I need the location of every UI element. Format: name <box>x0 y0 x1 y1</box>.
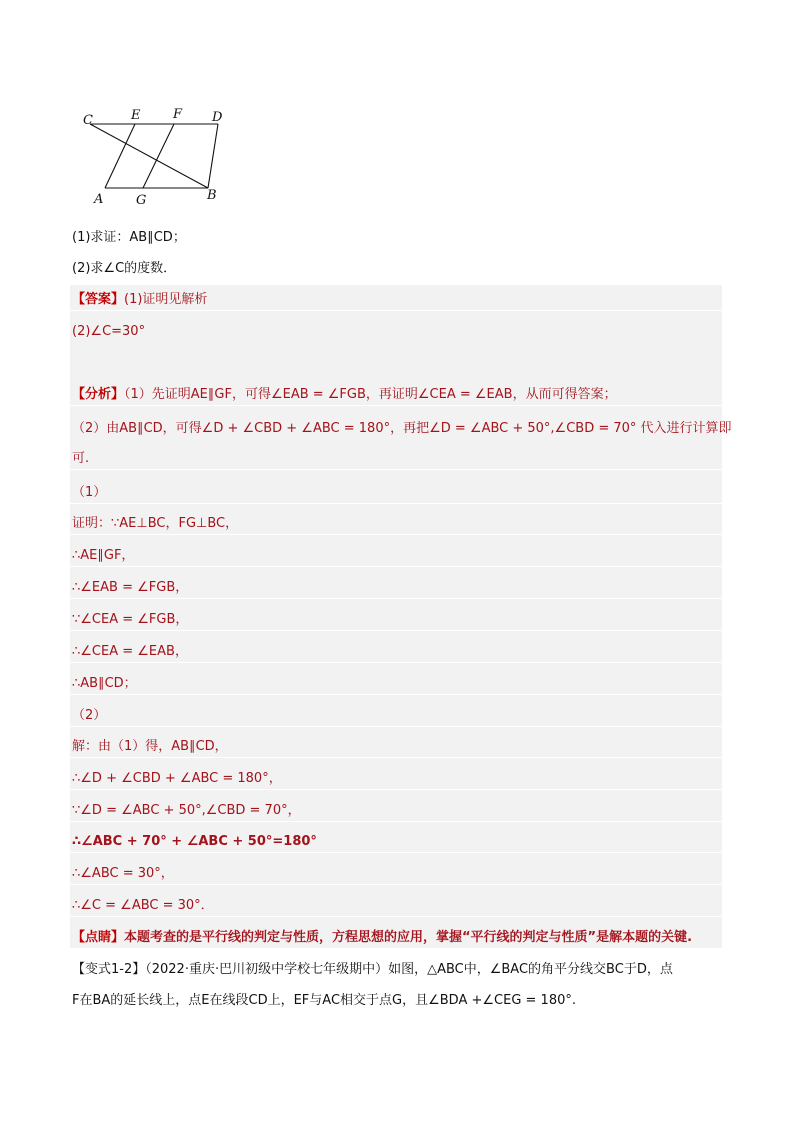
comment-line <box>70 928 722 948</box>
solve-line-5: ∴∠ABC = 30°， <box>70 864 722 885</box>
solution-part-2: （2） <box>70 706 722 727</box>
solve-line-6: ∴∠C = ∠ABC = 30°． <box>70 896 722 917</box>
answer-line-1 <box>70 290 722 311</box>
segment-cb <box>90 124 208 188</box>
answer-text: (1)证明见解析 <box>124 292 208 307</box>
solve-line-2: ∴∠D + ∠CBD + ∠ABC = 180°， <box>70 769 722 790</box>
analysis-text: （1）先证明AE∥GF，可得∠EAB = ∠FGB，再证明∠CEA = ∠EAB，从而可得答案； <box>124 387 617 402</box>
solve-line-4: ∴∠ABC + 70° + ∠ABC + 50°=180° <box>70 832 722 853</box>
segment-ea <box>105 124 135 188</box>
geometry-figure <box>80 102 230 210</box>
geometry-diagram <box>80 102 230 210</box>
variant-line-2: F在BA的延长线上，点E在线段CD上，EF与AC相交于点G，且∠BDA +∠CEG = 180°. <box>72 993 576 1008</box>
analysis-line-1 <box>70 385 722 406</box>
comment-tag: 【点睛】 <box>72 930 125 945</box>
answer-line-2: (2)∠C=30° <box>72 324 146 339</box>
proof-line-2: ∴AE∥GF， <box>70 546 722 567</box>
answer-tag: 【答案】 <box>72 292 125 307</box>
label-a: A <box>94 192 104 207</box>
label-g: G <box>136 193 147 208</box>
label-d: D <box>212 110 223 125</box>
solve-line-1: 解：由（1）得，AB∥CD， <box>70 737 722 758</box>
proof-line-6: ∴AB∥CD； <box>70 674 722 695</box>
segment-db <box>208 124 218 188</box>
analysis-line-3: 可. <box>70 449 722 470</box>
label-b: B <box>207 188 217 203</box>
comment-text: 本题考查的是平行线的判定与性质，方程思想的应用，掌握“平行线的判定与性质”是解本题的关键. <box>124 930 693 945</box>
segment-fg <box>143 124 174 188</box>
question-1: (1)求证：AB∥CD； <box>72 230 186 245</box>
label-e: E <box>131 108 141 123</box>
question-2: (2)求∠C的度数． <box>72 261 177 276</box>
label-f: F <box>173 107 183 122</box>
label-c: C <box>83 113 93 128</box>
solution-part-1: （1） <box>70 483 722 504</box>
solve-line-3: ∵∠D = ∠ABC + 50°,∠CBD = 70°， <box>70 801 722 822</box>
proof-line-3: ∴∠EAB = ∠FGB， <box>70 578 722 599</box>
analysis-tag: 【分析】 <box>72 387 125 402</box>
proof-line-5: ∴∠CEA = ∠EAB， <box>70 642 722 663</box>
analysis-line-2: （2）由AB∥CD，可得∠D + ∠CBD + ∠ABC = 180°，再把∠D = ∠ABC + 50°,∠CBD = 70° 代入进行计算即 <box>72 421 732 436</box>
proof-line-1: 证明：∵AE⊥BC，FG⊥BC， <box>70 514 722 535</box>
proof-line-4: ∵∠CEA = ∠FGB， <box>70 610 722 631</box>
variant-line-1: 【变式1-2】（2022·重庆·巴川初级中学校七年级期中）如图，△ABC中，∠BAC的角平分线交BC于D，点 <box>72 962 673 977</box>
